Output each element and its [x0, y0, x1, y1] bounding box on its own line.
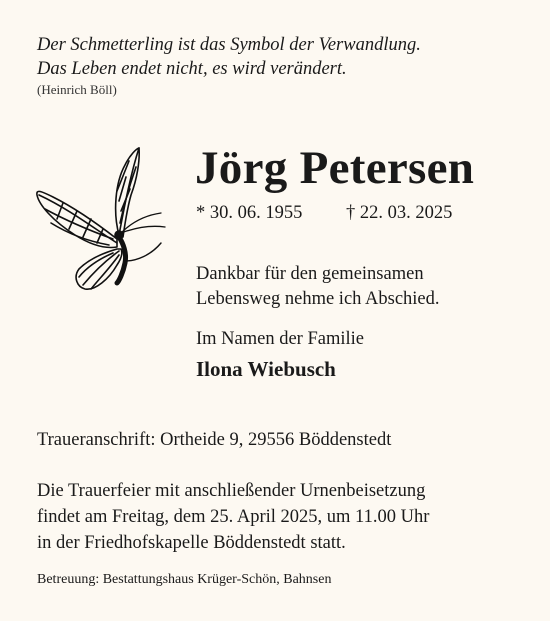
ceremony-line-1: Die Trauerfeier mit anschließender Urnenbeisetzung: [37, 481, 426, 501]
funeral-home: Betreuung: Bestattungshaus Krüger-Schön, Bahnsen: [37, 572, 332, 587]
birth-date: * 30. 06. 1955: [196, 203, 303, 223]
farewell-message: [196, 262, 516, 312]
ceremony-line-2: findet am Freitag, dem 25. April 2025, um 11.00 Uhr: [37, 507, 430, 527]
farewell-line-1: Dankbar für den gemeinsamen: [196, 264, 424, 284]
ceremony-details: [37, 478, 537, 556]
mourning-address: Traueranschrift: Ortheide 9, 29556 Böddenstedt: [37, 430, 392, 450]
family-label: Im Namen der Familie: [196, 329, 364, 349]
quote-line-1: Der Schmetterling ist das Symbol der Verwandlung.: [37, 35, 421, 55]
death-date: † 22. 03. 2025: [346, 203, 453, 223]
butterfly-icon: [33, 143, 173, 295]
family-name: Ilona Wiebusch: [196, 357, 336, 381]
quote-author: (Heinrich Böll): [37, 82, 117, 97]
ceremony-line-3: in der Friedhofskapelle Böddenstedt statt.: [37, 533, 346, 553]
farewell-line-2: Lebensweg nehme ich Abschied.: [196, 289, 440, 309]
quote-line-2: Das Leben endet nicht, es wird verändert.: [37, 59, 347, 79]
deceased-name: Jörg Petersen: [195, 142, 475, 194]
quote: [37, 33, 517, 81]
